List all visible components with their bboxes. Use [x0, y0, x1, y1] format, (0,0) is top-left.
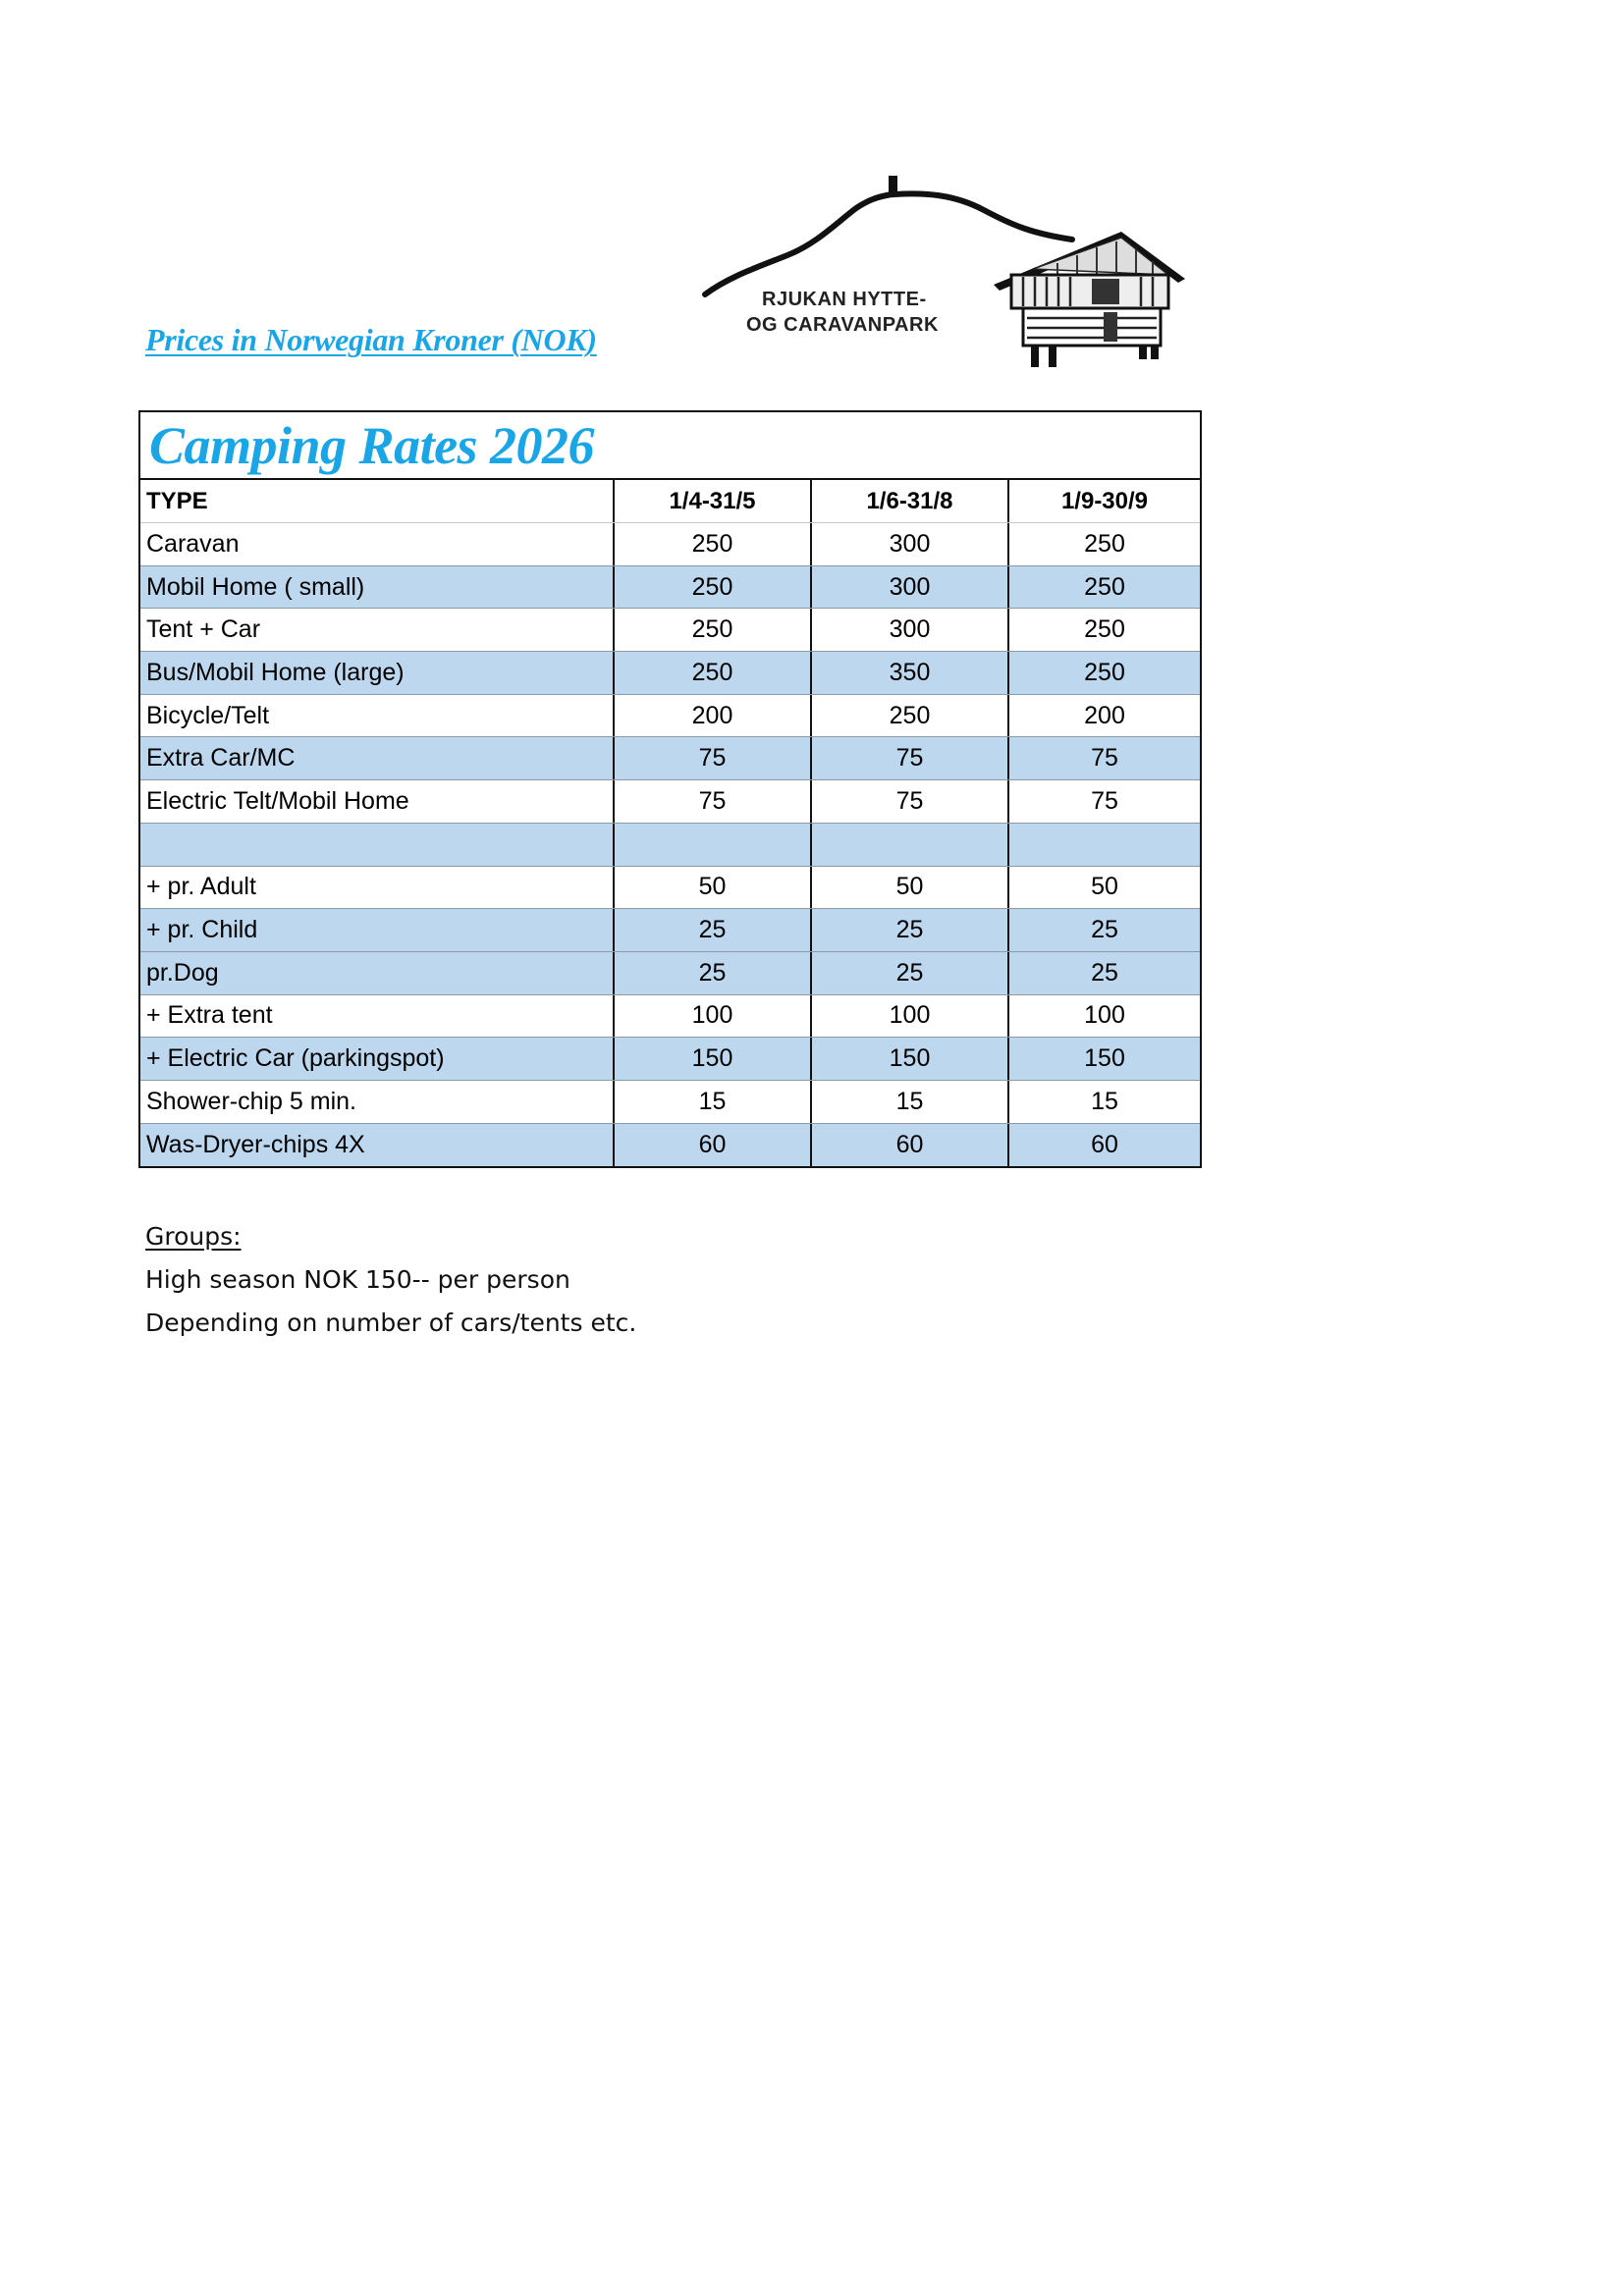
- column-header-period-2: 1/6-31/8: [810, 480, 1007, 522]
- cell-price-period-3: 250: [1007, 566, 1200, 609]
- cell-price-period-2: 300: [810, 609, 1007, 651]
- table-row: [140, 909, 1200, 952]
- cell-price-period-1: 25: [613, 909, 810, 951]
- cell-price-period-1: 15: [613, 1081, 810, 1123]
- cell-price-period-1: 75: [613, 737, 810, 779]
- cell-price-period-1: 250: [613, 523, 810, 565]
- cell-type: + Electric Car (parkingspot): [146, 1044, 445, 1073]
- cell-price-period-3: [1007, 824, 1200, 866]
- cell-price-period-3: 250: [1007, 609, 1200, 651]
- table-row: [140, 952, 1200, 995]
- cell-price-period-3: 75: [1007, 737, 1200, 779]
- cell-price-period-1: 75: [613, 780, 810, 823]
- mountain-cabin-logo-icon: [699, 169, 1190, 377]
- logo-text-line2: OG CARAVANPARK: [746, 314, 939, 336]
- cell-price-period-3: 100: [1007, 995, 1200, 1038]
- prices-note: Prices in Norwegian Kroner (NOK): [145, 322, 597, 357]
- cell-price-period-2: 15: [810, 1081, 1007, 1123]
- cell-price-period-3: 250: [1007, 652, 1200, 694]
- cell-price-period-1: [613, 824, 810, 866]
- logo-text-line1: RJUKAN HYTTE-: [762, 289, 927, 310]
- cell-price-period-2: 25: [810, 909, 1007, 951]
- cell-price-period-2: 250: [810, 695, 1007, 737]
- cell-type: Bus/Mobil Home (large): [146, 658, 405, 686]
- cell-type: Caravan: [146, 529, 240, 558]
- camping-rates-table: [138, 410, 1202, 1168]
- table-row: [140, 523, 1200, 566]
- cell-price-period-1: 250: [613, 652, 810, 694]
- cell-price-period-2: 50: [810, 867, 1007, 909]
- table-row: [140, 867, 1200, 910]
- cell-type: + Extra tent: [146, 1001, 273, 1030]
- cell-price-period-1: 100: [613, 995, 810, 1038]
- table-row: [140, 1124, 1200, 1167]
- column-header-type: TYPE: [146, 487, 208, 514]
- groups-heading: Groups:: [145, 1222, 242, 1251]
- cell-price-period-1: 250: [613, 566, 810, 609]
- cell-price-period-3: 60: [1007, 1124, 1200, 1167]
- cell-price-period-2: 300: [810, 566, 1007, 609]
- table-body: [140, 523, 1200, 1166]
- cell-type: Extra Car/MC: [146, 744, 296, 773]
- table-title-row: [140, 412, 1200, 480]
- table-row: [140, 652, 1200, 695]
- cell-type: Tent + Car: [146, 615, 261, 644]
- cell-price-period-1: 200: [613, 695, 810, 737]
- logo: [699, 169, 1190, 377]
- column-header-period-1: 1/4-31/5: [613, 480, 810, 522]
- groups-line-2: Depending on number of cars/tents etc.: [145, 1308, 637, 1337]
- cell-price-period-2: 300: [810, 523, 1007, 565]
- table-row: [140, 609, 1200, 652]
- cell-type: Was-Dryer-chips 4X: [146, 1130, 365, 1158]
- table-row: [140, 566, 1200, 610]
- cell-price-period-3: 200: [1007, 695, 1200, 737]
- cell-price-period-3: 250: [1007, 523, 1200, 565]
- cell-price-period-3: 25: [1007, 952, 1200, 994]
- cell-price-period-2: 75: [810, 780, 1007, 823]
- cell-price-period-3: 25: [1007, 909, 1200, 951]
- cell-type: + pr. Child: [146, 916, 258, 944]
- cell-price-period-2: 100: [810, 995, 1007, 1038]
- cell-price-period-1: 250: [613, 609, 810, 651]
- table-row: [140, 824, 1200, 867]
- table-title: Camping Rates 2026: [149, 416, 595, 475]
- cell-price-period-2: 25: [810, 952, 1007, 994]
- cell-price-period-3: 15: [1007, 1081, 1200, 1123]
- cell-price-period-1: 60: [613, 1124, 810, 1167]
- cell-price-period-3: 50: [1007, 867, 1200, 909]
- cell-price-period-1: 150: [613, 1038, 810, 1080]
- cell-price-period-2: 60: [810, 1124, 1007, 1167]
- cell-type: pr.Dog: [146, 958, 219, 987]
- table-row: [140, 780, 1200, 824]
- cell-price-period-2: 350: [810, 652, 1007, 694]
- table-row: [140, 737, 1200, 780]
- groups-section: [145, 1215, 636, 1345]
- cell-type: Bicycle/Telt: [146, 701, 270, 729]
- table-row: [140, 995, 1200, 1039]
- table-row: [140, 1038, 1200, 1081]
- cell-price-period-3: 150: [1007, 1038, 1200, 1080]
- cell-price-period-2: 150: [810, 1038, 1007, 1080]
- cell-price-period-1: 50: [613, 867, 810, 909]
- cell-type: Shower-chip 5 min.: [146, 1087, 356, 1115]
- cell-price-period-3: 75: [1007, 780, 1200, 823]
- cell-price-period-2: [810, 824, 1007, 866]
- cell-type: Electric Telt/Mobil Home: [146, 786, 409, 815]
- cell-price-period-1: 25: [613, 952, 810, 994]
- cell-price-period-2: 75: [810, 737, 1007, 779]
- table-row: [140, 1081, 1200, 1124]
- table-header-row: [140, 480, 1200, 523]
- groups-line-1: High season NOK 150-- per person: [145, 1265, 570, 1294]
- cell-type: Mobil Home ( small): [146, 572, 365, 601]
- cell-type: + pr. Adult: [146, 873, 256, 901]
- column-header-period-3: 1/9-30/9: [1007, 480, 1200, 522]
- table-row: [140, 695, 1200, 738]
- cell-type: [140, 824, 613, 866]
